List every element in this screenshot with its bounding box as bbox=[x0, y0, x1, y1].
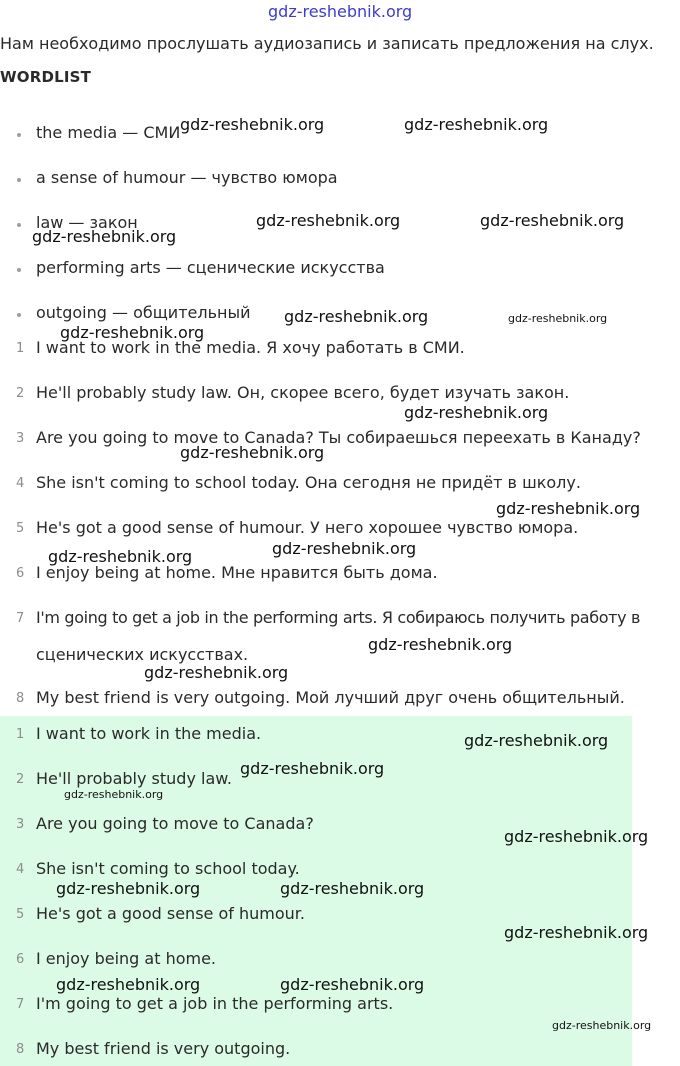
translation-line-continued: сценических искусствах. bbox=[36, 645, 249, 664]
wordlist-item: performing arts — сценические искусства bbox=[36, 258, 385, 277]
watermark-header: gdz-reshebnik.org bbox=[268, 2, 413, 21]
wordlist-item: the media — СМИ bbox=[36, 123, 181, 142]
watermark: gdz-reshebnik.org bbox=[180, 115, 325, 134]
line-number: 4 bbox=[16, 862, 25, 877]
bullet-icon bbox=[17, 178, 21, 182]
watermark: gdz-reshebnik.org bbox=[56, 879, 201, 898]
answer-line: He'll probably study law. bbox=[36, 769, 232, 788]
line-number: 4 bbox=[16, 476, 25, 491]
answer-line: My best friend is very outgoing. bbox=[36, 1039, 291, 1058]
answer-line: She isn't coming to school today. bbox=[36, 859, 300, 878]
line-number: 3 bbox=[16, 817, 25, 832]
bullet-icon bbox=[17, 133, 21, 137]
line-number: 1 bbox=[16, 727, 25, 742]
watermark: gdz-reshebnik.org bbox=[280, 975, 425, 994]
watermark: gdz-reshebnik.org bbox=[272, 539, 417, 558]
watermark: gdz-reshebnik.org bbox=[404, 115, 549, 134]
line-number: 8 bbox=[16, 691, 25, 706]
watermark: gdz-reshebnik.org bbox=[180, 443, 325, 462]
wordlist-heading: WORDLIST bbox=[0, 68, 92, 86]
watermark: gdz-reshebnik.org bbox=[32, 227, 177, 246]
watermark: gdz-reshebnik.org bbox=[284, 307, 429, 326]
translation-line: I want to work in the media. Я хочу работать в СМИ. bbox=[36, 338, 465, 357]
watermark: gdz-reshebnik.org bbox=[60, 323, 205, 342]
watermark: gdz-reshebnik.org bbox=[48, 547, 193, 566]
line-number: 6 bbox=[16, 952, 25, 967]
line-number: 1 bbox=[16, 341, 25, 356]
line-number: 5 bbox=[16, 521, 25, 536]
watermark: gdz-reshebnik.org bbox=[240, 759, 385, 778]
answer-line: I'm going to get a job in the performing arts. bbox=[36, 994, 394, 1013]
line-number: 6 bbox=[16, 566, 25, 581]
translation-line: My best friend is very outgoing. Мой лучший друг очень общительный. bbox=[36, 688, 625, 707]
wordlist-item: a sense of humour — чувство юмора bbox=[36, 168, 338, 187]
bullet-icon bbox=[17, 268, 21, 272]
watermark: gdz-reshebnik.org bbox=[280, 879, 425, 898]
translation-line: He's got a good sense of humour. У него хорошее чувство юмора. bbox=[36, 518, 579, 537]
wordlist-item: law — закон bbox=[36, 213, 138, 232]
line-number: 7 bbox=[16, 997, 25, 1012]
watermark: gdz-reshebnik.org bbox=[256, 211, 401, 230]
watermark: gdz-reshebnik.org bbox=[64, 788, 164, 801]
watermark: gdz-reshebnik.org bbox=[464, 731, 609, 750]
line-number: 3 bbox=[16, 431, 25, 446]
intro-text: Нам необходимо прослушать аудиозапись и записать предложения на слух. bbox=[0, 34, 654, 53]
translation-line: I'm going to get a job in the performing arts. Я собираюсь получить работу в bbox=[36, 608, 641, 627]
watermark: gdz-reshebnik.org bbox=[508, 312, 608, 325]
bullet-icon bbox=[17, 223, 21, 227]
watermark: gdz-reshebnik.org bbox=[504, 827, 649, 846]
line-number: 7 bbox=[16, 611, 25, 626]
watermark: gdz-reshebnik.org bbox=[368, 635, 513, 654]
watermark: gdz-reshebnik.org bbox=[480, 211, 625, 230]
watermark: gdz-reshebnik.org bbox=[404, 403, 549, 422]
watermark: gdz-reshebnik.org bbox=[56, 975, 201, 994]
watermark: gdz-reshebnik.org bbox=[552, 1019, 652, 1032]
answer-line: Are you going to move to Canada? bbox=[36, 814, 314, 833]
answer-line: He's got a good sense of humour. bbox=[36, 904, 305, 923]
bullet-icon bbox=[17, 313, 21, 317]
wordlist-item: outgoing — общительный bbox=[36, 303, 251, 322]
line-number: 5 bbox=[16, 907, 25, 922]
answer-line: I enjoy being at home. bbox=[36, 949, 217, 968]
translation-line: Are you going to move to Canada? Ты собираешься переехать в Канаду? bbox=[36, 428, 641, 447]
answer-line: I want to work in the media. bbox=[36, 724, 262, 743]
translation-line: She isn't coming to school today. Она сегодня не придёт в школу. bbox=[36, 473, 581, 492]
line-number: 2 bbox=[16, 386, 25, 401]
line-number: 2 bbox=[16, 772, 25, 787]
line-number: 8 bbox=[16, 1042, 25, 1057]
translation-line: I enjoy being at home. Мне нравится быть дома. bbox=[36, 563, 438, 582]
watermark: gdz-reshebnik.org bbox=[144, 663, 289, 682]
watermark: gdz-reshebnik.org bbox=[496, 499, 641, 518]
translation-line: He'll probably study law. Он, скорее всего, будет изучать закон. bbox=[36, 383, 570, 402]
watermark: gdz-reshebnik.org bbox=[504, 923, 649, 942]
